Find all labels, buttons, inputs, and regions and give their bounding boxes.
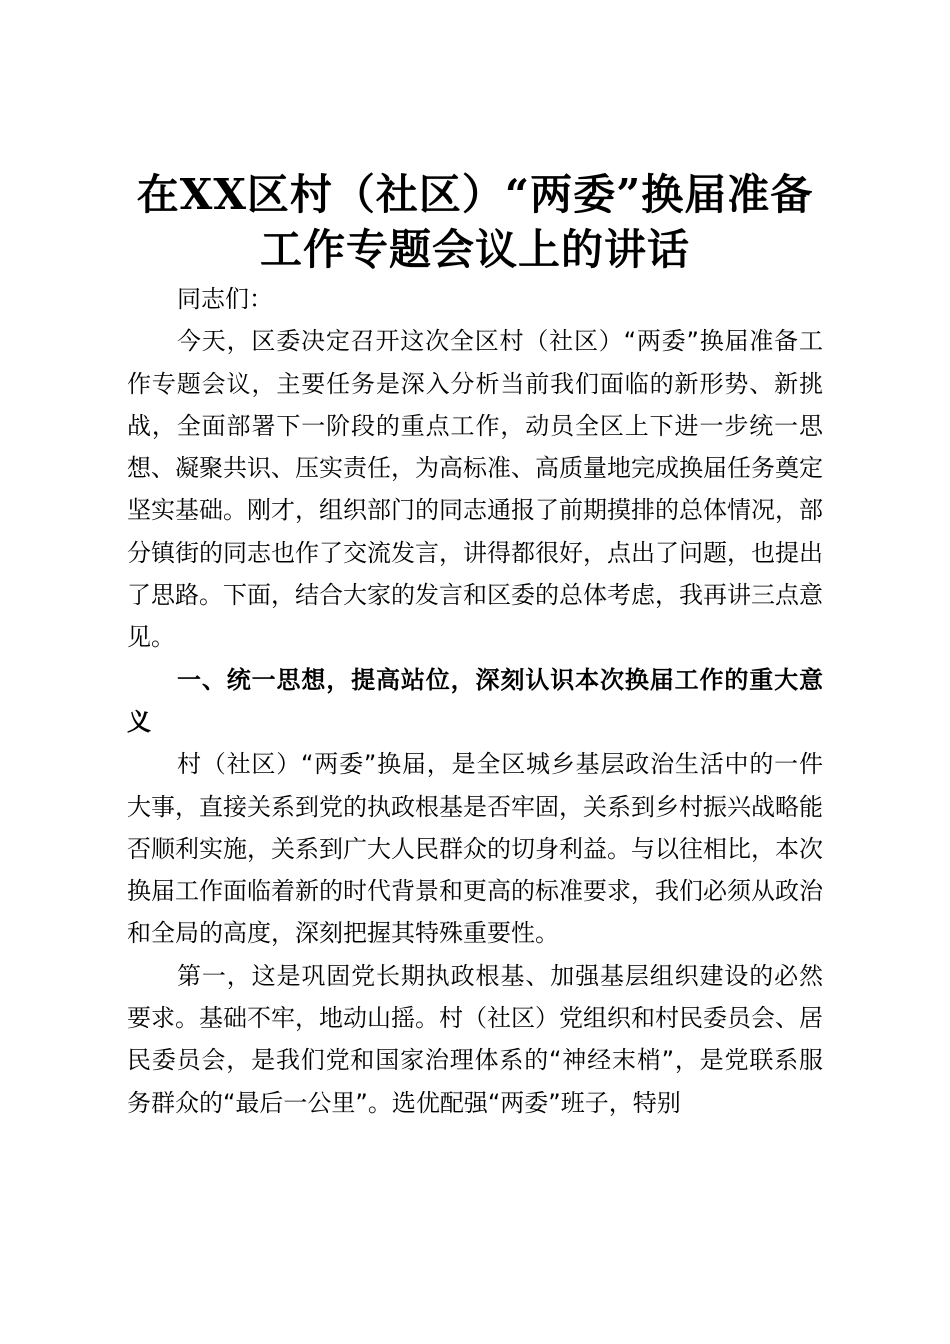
document-title: 在XX区村（社区）“两委”换届准备工作专题会议上的讲话 (136, 170, 814, 274)
paragraph-significance: 村（社区）“两委”换届，是全区城乡基层政治生活中的一件大事，直接关系到党的执政根基是否牢固，关系到乡村振兴战略能否顺利实施，关系到广大人民群众的切身利益。与以往相比，本次换届工作面临着新的时代背景和更高的标准要求，我们必须从政治和全局的高度，深刻把握其特殊重要性。 (127, 750, 823, 948)
paragraph-intro: 今天，区委决定召开这次全区村（社区）“两委”换届准备工作专题会议，主要任务是深入分析当前我们面临的新形势、新挑战，全面部署下一阶段的重点工作，动员全区上下进一步统一思想、凝聚共识、压实责任，为高标准、高质量地完成换届任务奠定坚实基础。刚才，组织部门的同志通报了前期摸排的总体情况，部分镇街的同志也作了交流发言，讲得都很好，点出了问题，也提出了思路。下面，结合大家的发言和区委的总体考虑，我再讲三点意见。 (127, 327, 823, 652)
section-heading-1: 一、统一思想，提高站位，深刻认识本次换届工作的重大意义 (127, 665, 823, 736)
salutation: 同志们： (177, 285, 273, 313)
paragraph-first-point: 第一，这是巩固党长期执政根基、加强基层组织建设的必然要求。基础不牢，地动山摇。村（社区）党组织和村民委员会、居民委员会，是我们党和国家治理体系的“神经末梢”，是党联系服务群众的“最后一公里”。选优配强“两委”班子，特别 (127, 961, 823, 1117)
document-body (127, 278, 823, 1124)
